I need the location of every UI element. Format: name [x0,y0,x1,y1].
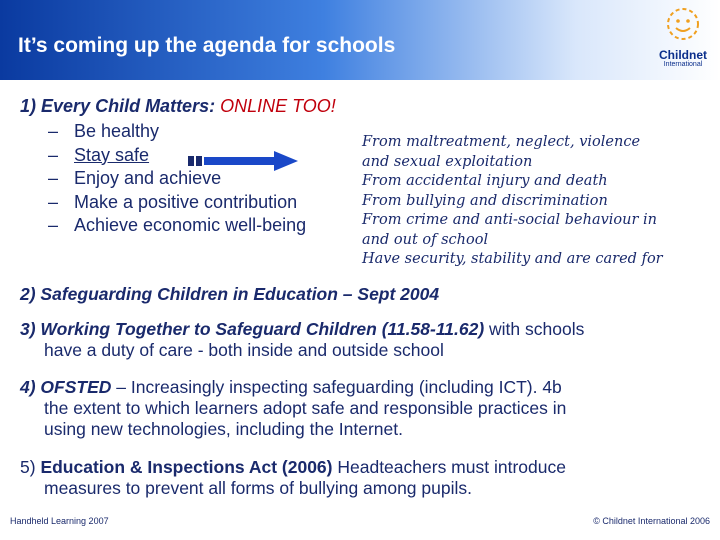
point-4: 4) OFSTED – Increasingly inspecting safeguarding (including ICT). 4b the extent to which learners adopt safe and responsible practices in using new technologies, including the Internet. [20,377,567,439]
list-item: – Stay safe [48,144,150,165]
point-1-heading: 1) Every Child Matters: ONLINE TOO! [20,96,336,116]
childnet-logo [652,4,714,74]
point-5: 5) Education & Inspections Act (2006) Headteachers must introduce measures to prevent all forms of bullying among pupils. [20,457,566,498]
list-item: – Make a positive contribution [48,191,298,212]
smiley-icon [663,4,703,44]
header-bar [0,0,720,80]
page-title: It’s coming up the agenda for schools [18,34,396,57]
logo-word: Childnet [659,48,707,62]
logo-sub: International [663,61,703,68]
arrow-icon [188,150,300,172]
protections-list: From maltreatment, neglect, violence and sexual exploitation From accidental injury and death From bullying and discrimination From crime and anti-social behaviour in and out of school Have security, stability and are cared for [362,134,663,267]
footer-right: © Childnet International 2006 [593,516,710,526]
outcomes-list [48,120,306,238]
list-item: – Enjoy and achieve [48,168,222,188]
footer-left: Handheld Learning 2007 [10,516,109,526]
list-item: – Achieve economic well-being [48,215,307,235]
point-3: 3) Working Together to Safeguard Children (11.58-11.62) with schools have a duty of care - both inside and outside school [20,319,585,360]
point-2: 2) Safeguarding Children in Education – Sept 2004 [20,284,440,304]
list-item: – Be healthy [48,121,160,141]
online-too: ONLINE TOO! [220,96,336,116]
